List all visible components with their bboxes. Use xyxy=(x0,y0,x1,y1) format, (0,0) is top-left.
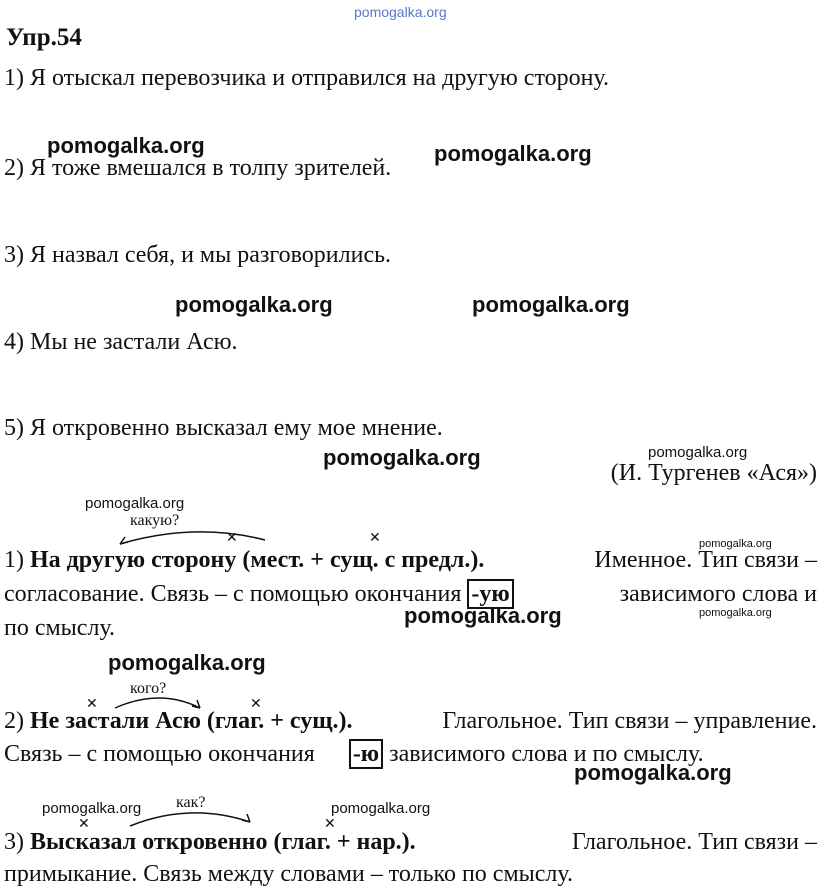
analysis-1-text-c: зависимого слова и xyxy=(619,581,817,607)
analysis-2-text-c: зависимого слова и по смыслу. xyxy=(389,741,704,767)
analysis-3-text-b: примыкание. Связь между словами – только по смыслу. xyxy=(4,861,573,887)
analysis-2-phrase: Не застали Асю (глаг. + сущ.). xyxy=(30,708,353,734)
watermark: pomogalka.org xyxy=(331,800,431,817)
analysis-2-line-2 xyxy=(4,738,817,770)
watermark: pomogalka.org xyxy=(434,141,592,166)
watermark: pomogalka.org xyxy=(175,292,333,317)
analysis-1-text-a: Именное. Тип связи – xyxy=(594,547,817,573)
sentence-1: 1) Я отыскал перевозчика и отправился на другую сторону. xyxy=(4,65,610,91)
sentence-3: 3) Я назвал себя, и мы разговорились. xyxy=(4,242,392,268)
head-word-mark: ✕ xyxy=(78,816,90,832)
sentence-4: 4) Мы не застали Асю. xyxy=(4,329,238,355)
analysis-2-number: 2) xyxy=(4,708,24,734)
watermark: pomogalka.org xyxy=(108,650,266,675)
watermark: pomogalka.org xyxy=(323,445,481,470)
head-word-mark: ✕ xyxy=(369,530,381,546)
analysis-2-line-1 xyxy=(4,705,817,737)
head-word-mark: ✕ xyxy=(250,696,262,712)
question-arc xyxy=(115,526,275,546)
watermark: pomogalka.org xyxy=(699,607,772,619)
analysis-3-line-1 xyxy=(4,826,817,858)
head-word-mark: ✕ xyxy=(226,530,238,546)
sentence-2: 2) Я тоже вмешался в толпу зрителей. xyxy=(4,155,392,181)
watermark: pomogalka.org xyxy=(42,800,142,817)
exercise-title: Упр.54 xyxy=(6,24,82,51)
ending-box: -ую xyxy=(467,579,513,609)
analysis-1-phrase: На другую сторону (мест. + сущ. с предл.). xyxy=(30,547,485,573)
question-mark-label: какую? xyxy=(130,512,180,529)
analysis-3-phrase: Высказал откровенно (глаг. + нар.). xyxy=(30,829,416,855)
attribution: (И. Тургенев «Ася») xyxy=(610,460,817,486)
ending-box: -ю xyxy=(349,739,383,769)
sentence-5: 5) Я откровенно высказал ему мое мнение. xyxy=(4,415,443,441)
watermark: pomogalka.org xyxy=(47,133,205,158)
analysis-1-text-d: по смыслу. xyxy=(4,615,116,641)
watermark: pomogalka.org xyxy=(699,538,772,550)
watermark-top: pomogalka.org xyxy=(354,4,447,20)
analysis-1-text-b: согласование. Связь – с помощью окончания xyxy=(4,581,462,607)
watermark: pomogalka.org xyxy=(574,760,732,785)
analysis-1-number: 1) xyxy=(4,547,24,573)
watermark: pomogalka.org xyxy=(404,603,562,628)
analysis-2-text-a: Глагольное. Тип связи – управление. xyxy=(442,708,817,734)
analysis-1-line-2 xyxy=(4,578,817,610)
head-word-mark: ✕ xyxy=(324,816,336,832)
analysis-2-text-b: Связь – с помощью окончания xyxy=(4,741,315,767)
question-mark-label: кого? xyxy=(130,680,167,697)
analysis-3-text-a: Глагольное. Тип связи – xyxy=(571,829,817,855)
watermark: pomogalka.org xyxy=(648,444,748,461)
watermark: pomogalka.org xyxy=(85,495,185,512)
analysis-1-line-1 xyxy=(4,544,817,576)
analysis-3-number: 3) xyxy=(4,829,24,855)
watermark: pomogalka.org xyxy=(472,292,630,317)
question-mark-label: как? xyxy=(176,794,206,811)
head-word-mark: ✕ xyxy=(86,696,98,712)
